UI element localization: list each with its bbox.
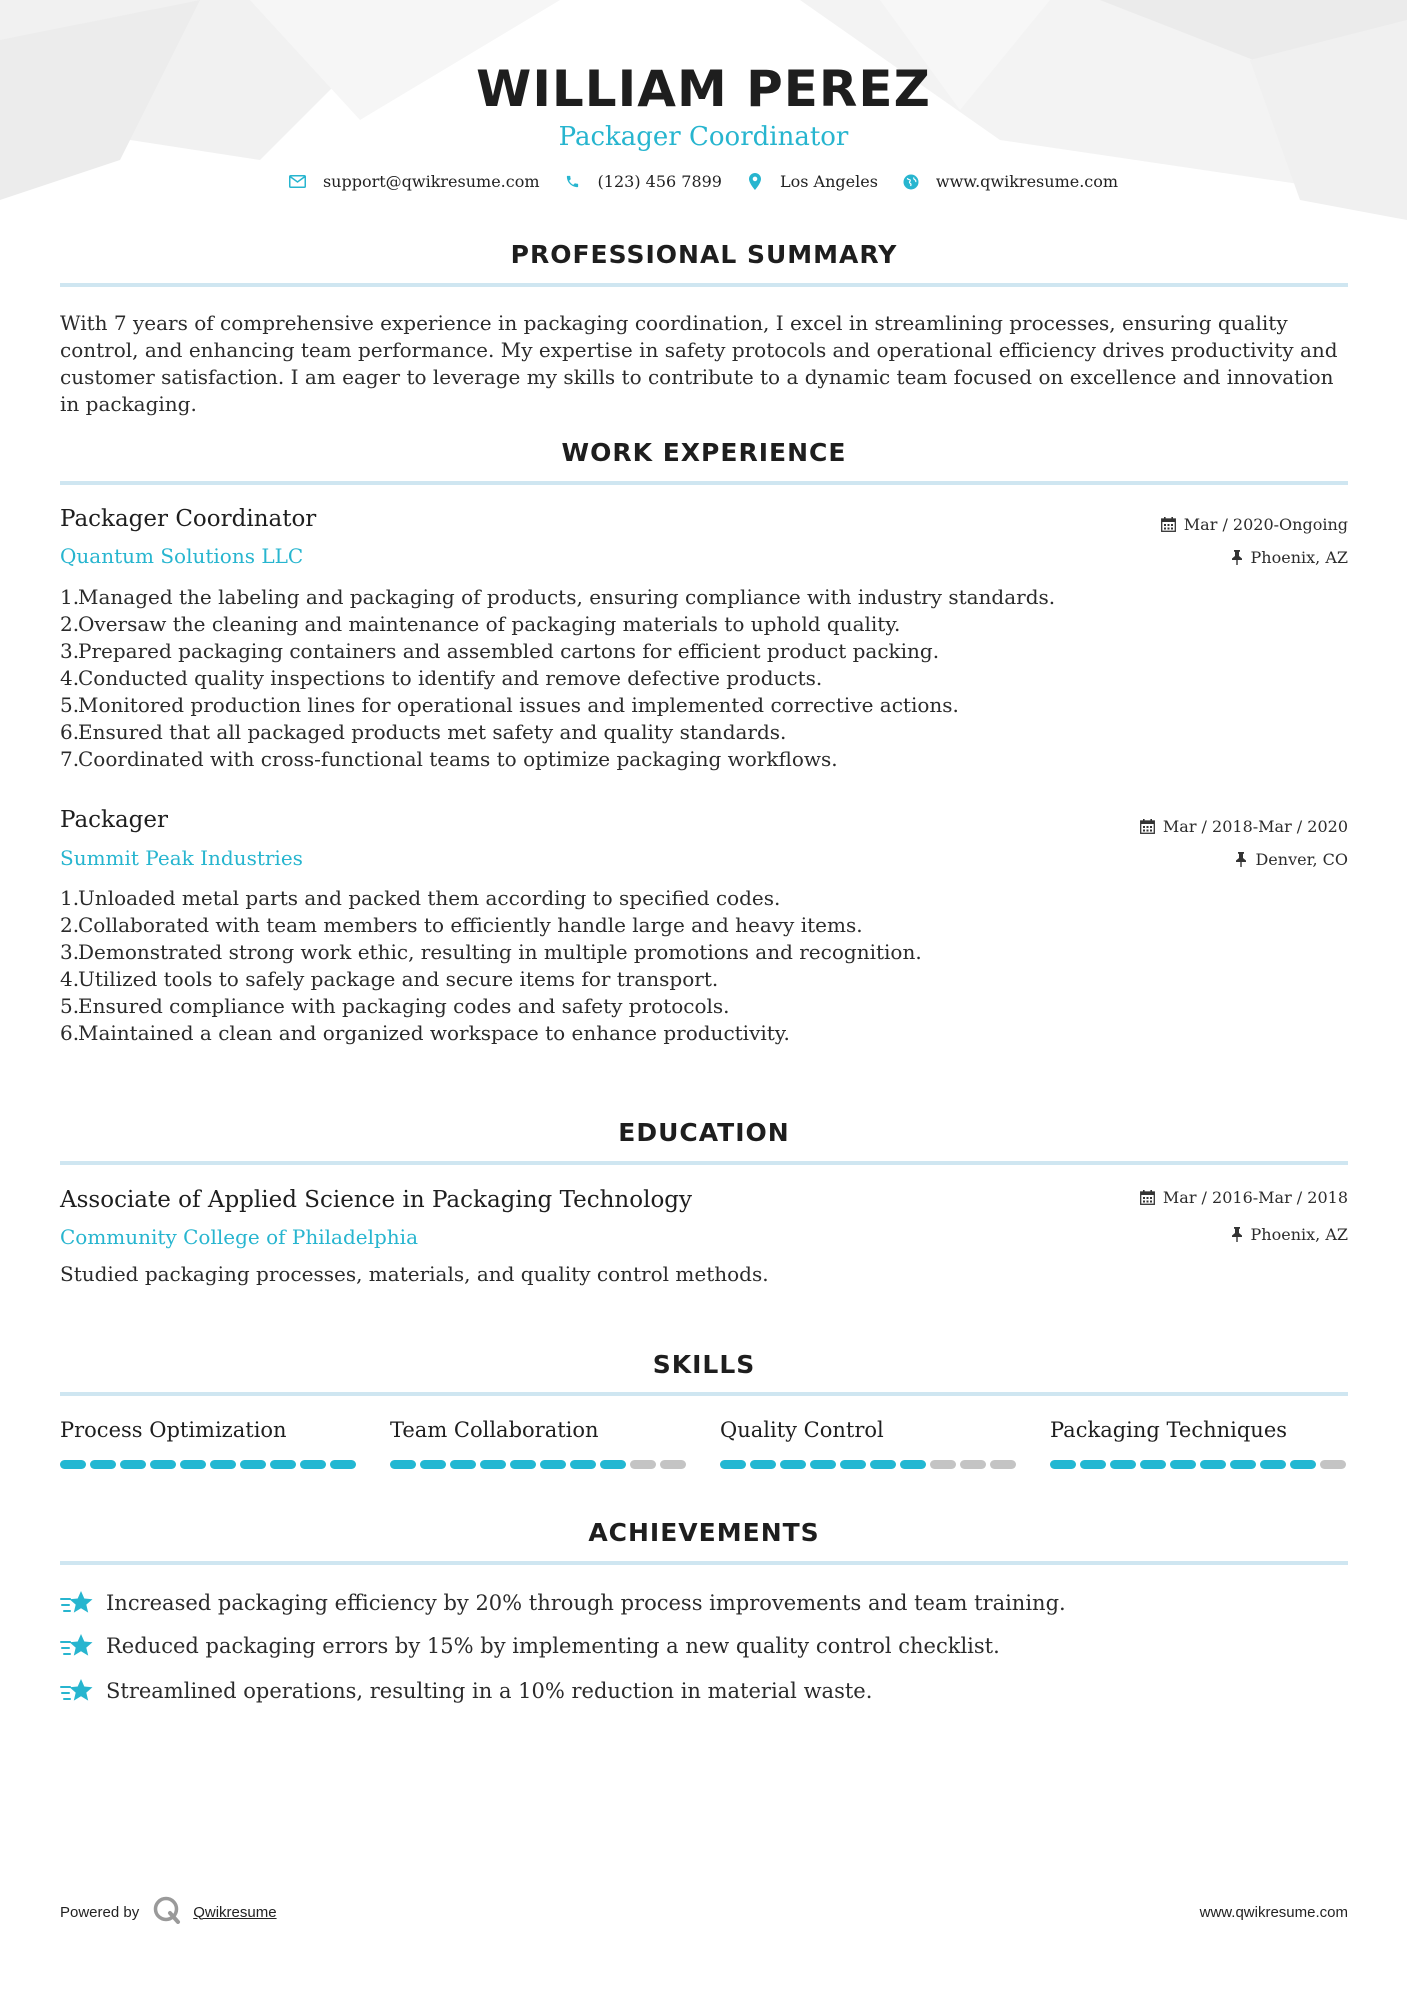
- list-item: 6. Ensured that all packaged products met safety and quality standards.: [60, 720, 787, 744]
- education-heading: EDUCATION: [618, 1118, 790, 1147]
- education-school: Community College of Philadelphia: [60, 1225, 418, 1249]
- skill-name: Quality Control: [720, 1418, 884, 1442]
- job-1-location-text: Phoenix, AZ: [1250, 548, 1348, 567]
- skill-segment-filled: [210, 1460, 236, 1469]
- footer: [60, 1896, 1348, 1928]
- skill-segment-filled: [1080, 1460, 1106, 1469]
- map-pin-icon: [746, 173, 764, 191]
- list-item: 3. Demonstrated strong work ethic, resulting in multiple promotions and recognition.: [60, 940, 922, 964]
- education-divider: [60, 1161, 1348, 1165]
- job-2-company: Summit Peak Industries: [60, 846, 303, 870]
- skill-segment-filled: [1260, 1460, 1286, 1469]
- skill-segment-filled: [1290, 1460, 1316, 1469]
- skill-level-bar: [390, 1460, 690, 1469]
- skill-segment-filled: [150, 1460, 176, 1469]
- skill-segment-filled: [480, 1460, 506, 1469]
- powered-by: [60, 1896, 277, 1928]
- skill-segment-filled: [330, 1460, 356, 1469]
- achievements-divider: [60, 1561, 1348, 1565]
- skill-segment-filled: [1230, 1460, 1256, 1469]
- skill-segment-filled: [1200, 1460, 1226, 1469]
- list-item: 7. Coordinated with cross-functional teams to optimize packaging workflows.: [60, 747, 838, 771]
- skills-list: [60, 1418, 1350, 1469]
- skill-segment-filled: [60, 1460, 86, 1469]
- list-item: 1. Managed the labeling and packaging of products, ensuring compliance with industry standards.: [60, 585, 1056, 609]
- skill-segment-filled: [600, 1460, 626, 1469]
- skill-segment-filled: [900, 1460, 926, 1469]
- skill-level-bar: [1050, 1460, 1350, 1469]
- skill-segment-filled: [720, 1460, 746, 1469]
- resume-header: [0, 58, 1407, 154]
- summary-text: With 7 years of comprehensive experience in packaging coordination, I excel in streamlining processes, ensuring quality control, and enhancing team performance. My expertise in safety protocols and operational efficiency drives productivity and customer satisfaction. I am eager to leverage my skills to contribute to a dynamic team focused on excellence and innovation in packaging.: [60, 311, 1338, 416]
- skill-segment-empty: [660, 1460, 686, 1469]
- skill-segment-filled: [270, 1460, 296, 1469]
- website-text: www.qwikresume.com: [935, 172, 1119, 191]
- skill-name: Team Collaboration: [390, 1418, 599, 1442]
- pushpin-icon: [1235, 852, 1247, 867]
- education-location: [1231, 1225, 1348, 1244]
- achievement-item: Streamlined operations, resulting in a 10% reduction in material waste.: [60, 1676, 1350, 1706]
- skill-segment-filled: [450, 1460, 476, 1469]
- list-item: 4. Conducted quality inspections to identify and remove defective products.: [60, 666, 823, 690]
- candidate-title: Packager Coordinator: [558, 122, 849, 152]
- contact-email[interactable]: [289, 172, 540, 191]
- education-description: Studied packaging processes, materials, and quality control methods.: [60, 1262, 769, 1286]
- job-1-company: Quantum Solutions LLC: [60, 544, 304, 568]
- contact-website[interactable]: [902, 172, 1118, 191]
- job-2-bullets: [60, 885, 1260, 1047]
- skill-segment-filled: [1050, 1460, 1076, 1469]
- skill-segment-filled: [510, 1460, 536, 1469]
- skill-segment-filled: [120, 1460, 146, 1469]
- skill-segment-empty: [930, 1460, 956, 1469]
- job-2-location: [1235, 850, 1348, 869]
- job-2-dates-text: Mar / 2018-Mar / 2020: [1162, 817, 1348, 836]
- skill-segment-empty: [1320, 1460, 1346, 1469]
- job-1-dates-text: Mar / 2020-Ongoing: [1183, 515, 1348, 534]
- list-item: 6. Maintained a clean and organized workspace to enhance productivity.: [60, 1021, 790, 1045]
- skill-segment-empty: [630, 1460, 656, 1469]
- phone-icon: [564, 173, 582, 191]
- skill-segment-filled: [1110, 1460, 1136, 1469]
- skill-segment-filled: [840, 1460, 866, 1469]
- experience-heading: WORK EXPERIENCE: [561, 438, 847, 467]
- skill-segment-empty: [990, 1460, 1016, 1469]
- skill-segment-filled: [420, 1460, 446, 1469]
- list-item: 5. Monitored production lines for operational issues and implemented corrective actions.: [60, 693, 959, 717]
- footer-website[interactable]: www.qwikresume.com: [1199, 1903, 1348, 1921]
- skill-item: [390, 1418, 690, 1469]
- skill-segment-filled: [540, 1460, 566, 1469]
- envelope-icon: [289, 173, 307, 191]
- qwikresume-logo-icon: [153, 1896, 181, 1928]
- list-item: 2. Oversaw the cleaning and maintenance of packaging materials to uphold quality.: [60, 612, 901, 636]
- globe-icon: [902, 173, 920, 191]
- pushpin-icon: [1231, 1227, 1243, 1242]
- skill-segment-filled: [1170, 1460, 1196, 1469]
- pushpin-icon: [1231, 550, 1243, 565]
- skill-segment-filled: [870, 1460, 896, 1469]
- job-2-title: Packager: [60, 807, 169, 833]
- list-item: 5. Ensured compliance with packaging codes and safety protocols.: [60, 994, 730, 1018]
- star-icon: [60, 1588, 94, 1618]
- calendar-icon: [1140, 819, 1155, 834]
- skill-item: [60, 1418, 360, 1469]
- job-2-dates: [1140, 817, 1348, 836]
- skills-heading: SKILLS: [652, 1350, 756, 1379]
- job-1-bullets: [60, 584, 1260, 773]
- contact-bar: [0, 172, 1407, 191]
- calendar-icon: [1140, 1190, 1155, 1205]
- star-icon: [60, 1676, 94, 1706]
- qwikresume-link[interactable]: Qwikresume: [193, 1903, 277, 1921]
- phone-text: (123) 456 7899: [597, 172, 722, 191]
- education-dates-text: Mar / 2016-Mar / 2018: [1162, 1188, 1348, 1207]
- candidate-name: WILLIAM PEREZ: [476, 60, 931, 118]
- list-item: 1. Unloaded metal parts and packed them according to specified codes.: [60, 886, 781, 910]
- skill-segment-filled: [570, 1460, 596, 1469]
- experience-divider: [60, 481, 1348, 485]
- star-icon: [60, 1631, 94, 1661]
- skill-segment-filled: [1140, 1460, 1166, 1469]
- summary-divider: [60, 283, 1348, 287]
- job-1-title: Packager Coordinator: [60, 506, 317, 532]
- job-1-dates: [1161, 515, 1348, 534]
- skill-segment-filled: [180, 1460, 206, 1469]
- skill-item: [1050, 1418, 1350, 1469]
- skill-segment-filled: [780, 1460, 806, 1469]
- skills-divider: [60, 1392, 1348, 1396]
- skill-segment-empty: [960, 1460, 986, 1469]
- skill-segment-filled: [300, 1460, 326, 1469]
- contact-phone[interactable]: [564, 172, 722, 191]
- email-text: support@qwikresume.com: [322, 172, 540, 191]
- skill-segment-filled: [750, 1460, 776, 1469]
- list-item: 3. Prepared packaging containers and assembled cartons for efficient product packing.: [60, 639, 940, 663]
- calendar-icon: [1161, 517, 1176, 532]
- education-degree: Associate of Applied Science in Packaging Technology: [60, 1187, 693, 1213]
- contact-location: [746, 172, 878, 191]
- education-dates: [1140, 1188, 1348, 1207]
- skill-segment-filled: [90, 1460, 116, 1469]
- list-item: 4. Utilized tools to safely package and secure items for transport.: [60, 967, 719, 991]
- job-1-location: [1231, 548, 1348, 567]
- skill-level-bar: [60, 1460, 360, 1469]
- skill-name: Process Optimization: [60, 1418, 287, 1442]
- achievement-item: Reduced packaging errors by 15% by implementing a new quality control checklist.: [60, 1631, 1350, 1661]
- education-location-text: Phoenix, AZ: [1250, 1225, 1348, 1244]
- list-item: 2. Collaborated with team members to efficiently handle large and heavy items.: [60, 913, 863, 937]
- skill-item: [720, 1418, 1020, 1469]
- location-text: Los Angeles: [779, 172, 878, 191]
- summary-heading: PROFESSIONAL SUMMARY: [510, 240, 898, 269]
- skill-segment-filled: [810, 1460, 836, 1469]
- job-2-location-text: Denver, CO: [1255, 850, 1348, 869]
- skill-segment-filled: [240, 1460, 266, 1469]
- achievements-heading: ACHIEVEMENTS: [588, 1518, 820, 1547]
- skill-segment-filled: [390, 1460, 416, 1469]
- powered-by-label: Powered by: [60, 1903, 140, 1921]
- achievement-item: Increased packaging efficiency by 20% through process improvements and team training.: [60, 1588, 1350, 1618]
- skill-name: Packaging Techniques: [1050, 1418, 1288, 1442]
- skill-level-bar: [720, 1460, 1020, 1469]
